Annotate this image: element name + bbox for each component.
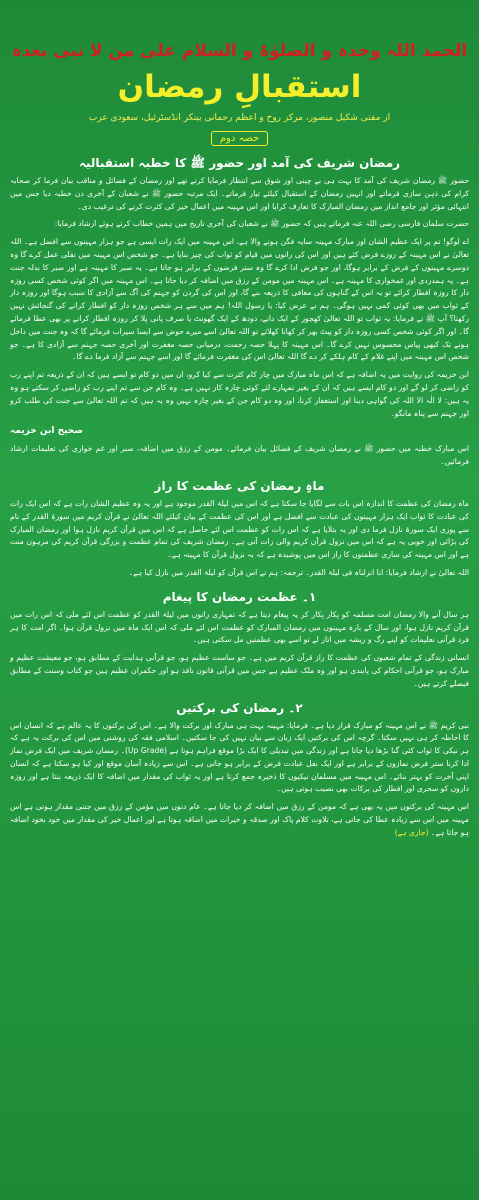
author-byline: از مفتی شکیل منصور، مرکز روح و اعظم رحمانی بینکر انڈسٹرئیل، سعودی عرب: [88, 113, 391, 123]
paragraph: حضور ﷺ رمضان شریف کی آمد کا بہت ہی بے چینی اور شوق سے انتظار فرمایا کرتے تھے اور رمضان کے فضائل و مناقب بیان فرما کر صحابہ کرام کی ذہن سازی فرماتے اور انہیں رمضان کے استقبال کیلئے تیار فرماتے۔ ایک مرتبہ حضور ﷺ نے شعبان کے آخری دن خطبہ دیا جس میں انتہائی مؤثر اور جامع انداز میں رمضان المبارک کا تعارف کرایا اور اس مہینہ میں اعمال خیر کی کثرت کرنے کی ترغیب دی۔: [10, 176, 469, 211]
paragraph: [10, 801, 469, 839]
paragraph: اللہ تعالیٰ نے ارشاد فرمایا: انا انزلناہ فی لیلۃ القدر۔ ترجمہ: ہم نے اس قرآن کو لیلۃ القدر میں نازل کیا ہے۔: [128, 567, 469, 577]
paragraph: حضرت سلمان فارسی رضی اللہ عنہ فرماتے ہیں کہ حضور ﷺ نے شعبان کی آخری تاریخ میں ہمیں خطاب کرتے ہوئے ارشاد فرمایا:: [54, 219, 469, 229]
paragraph: ماہ رمضان کی عظمت کا اندازہ اس بات سے لگایا جا سکتا ہے کہ اس میں لیلۃ القدر موجود ہے اور یہ وہ عظیم الشان رات ہے کہ اس ایک رات کی عبادت کا ثواب ایک ہزار مہینوں کی عبادت سے افضل ہے اور اس کی عظمت کے بیان کیلئے اللہ تعالیٰ نے قرآن کریم میں سورۃ القدر کے نام سے پوری ایک سورۃ نازل فرما دی اور یہ بتلایا ہے کہ اس رات کو عظمت اس لئے حاصل ہے کہ اس میں قرآن کریم نازل ہوا اور رمضان المبارک کی بڑائی اور خوبی یہ ہے کہ اس میں نزول قرآن کریم والی رات آتی ہے۔ رمضان شریف کی تمام عظمت و بزرگی قرآن کریم کی مرہون منت ہے اور اس مہینہ کی ساری عظمتوں کا راز اس میں پوشیدہ ہے کہ یہ نزول قرآن کا مہینہ ہے۔: [10, 498, 469, 560]
part-label-text: حصہ دوم: [211, 131, 268, 146]
paragraph: ابن خزیمہ کی روایت میں یہ اضافہ ہے کہ اس ماہ مبارک میں چار کام کثرت سے کیا کرو، ان میں دو کام تو ایسے ہیں کہ ان کے ذریعہ تم اپنے رب کو راضی کر لو گے اور دو کام ایسے ہیں کہ ان کے بغیر تمہارے لئے کوئی چارہ کار نہیں ہے۔ وہ کام جن سے تم اپنے رب کو راضی کر سکتے ہو وہ یہ ہیں: لا الٰہ الا اللہ کی گواہی دینا اور استغفار کرنا، اور وہ دو کام جن کے بغیر چارہ نہیں وہ یہ ہیں کہ تم اللہ تعالیٰ سے جنت کی طلب کرو اور جہنم سے پناہ مانگو۔: [10, 370, 469, 418]
bismillah-header: الحمد اللہ وحدہ و الصلوٰۃ و السلام علی من لا نبی بعدہ: [11, 41, 468, 61]
continued-label: (جاری ہے): [394, 827, 429, 837]
hadith-source: [10, 425, 469, 438]
paragraph-text: اس مہینہ کی برکتوں میں یہ بھی ہے کہ مومن کے رزق میں اضافہ کر دیا جاتا ہے۔ عام دنوں میں مؤمن کے رزق میں جتنی مقدار ہوتی ہے اس مہینہ میں اس سے زیادہ عطا کی جاتی ہے، تلاوت کلام پاک اور صدقہ و خیرات میں اضافہ ہوتا ہے اور اعمال خیر کی مقدار میں خود بخود اضافہ ہو جاتا ہے۔: [10, 802, 469, 837]
paragraph: نبی کریم ﷺ نے اس مہینہ کو مبارک قرار دیا ہے۔ فرمایا: مہینہ بہت ہی مبارک اور برکت والا ہے۔ اس کی برکتوں کا یہ عالم ہے کہ انسان اس کا احاطہ کر ہی نہیں سکتا۔ گرچہ اس کی برکتیں ایک زبان سے بیان نہیں کی جا سکتیں۔ اسلامی فقہ کی روشنی میں اس کی برکت یہ ہے کہ ہر نیکی کا ثواب کئی گنا بڑھا دیا جاتا ہے اور زندگی میں تبدیلی کا ایک بڑا موقع فراہم ہوتا ہے (Up Grade)۔ رمضان شریف میں ایک فرض نماز ادا کرنا ستر فرض نمازوں کے برابر ہے اور ایک نفل عبادت فرض کے برابر ہو جاتی ہے۔ اس سے زیادہ آسان موقع اور کیا ہو سکتا ہے کہ انسان اپنی آخرت کو بہتر بنائے۔ اس مہینہ میں مسلمان نیکیوں کا ذخیرہ جمع کرتا ہے اور یہ ثواب کی مقدار میں اضافہ کا ایک ذریعہ بنتا ہے اور روزہ داروں کو سحری اور افطار کی برکات بھی نصیب ہوتی ہیں۔: [10, 720, 469, 794]
section-heading: ماہِ رمضان کی عظمت کا راز: [154, 478, 325, 493]
section-heading: ۱۔ عظمت رمضان کا پیغام: [162, 589, 317, 604]
page-title: استقبالِ رمضان: [117, 69, 362, 105]
source-name: صحیح ابن خزیمہ: [10, 426, 83, 437]
paragraph: انسانی زندگی کے تمام شعبوں کی عظمت کا راز قرآن کریم میں ہے۔ جو ساست عظیم ہو، جو قرآنی ہدایت کے مطابق ہو، جو معیشت عظیم و مبارک ہو، جو قرآنی احکام کی پابندی ہو اور وہ ملک عظیم ہے جس میں قرآنی قانون نافذ ہو اور حکمران عظیم ہیں جو کتاب وسنت کے مطابق فیصلے کرتے ہیں۔: [10, 653, 469, 688]
paragraph: اے لوگو! تم پر ایک عظیم الشان اور مبارک مہینہ سایہ فگن ہونے والا ہے، اس مہینہ میں ایک رات ایسی ہے جو ہزار مہینوں سے افضل ہے۔ اللہ تعالیٰ نے اس مہینہ کے روزے فرض کئے ہیں اور اس کی راتوں میں قیام کو ثواب کی چیز بنایا ہے۔ جو شخص اس مہینہ میں نفلی عمل کرے گا وہ دوسرے مہینوں کے فرض کے برابر ہوگا، اور جو فرض ادا کرے گا وہ ستر فرضوں کے برابر ہو جاتا ہے۔ یہ صبر کا مہینہ ہے اور صبر کا بدلہ جنت ہے۔ یہ ہمدردی اور غمخواری کا مہینہ ہے۔ اس مہینہ میں مومن کے رزق میں اضافہ کر دیا جاتا ہے۔ اس مہینہ میں اگر کوئی شخص کسی روزہ دار کا روزہ افطار کرائے تو یہ اس کے گناہوں کی معافی کا ذریعہ بنے گا، اور اس کی گردن کو جہنم کی آگ سے آزادی کا سبب ہوگا اور روزہ دار کے ثواب میں بھی کوئی کمی نہیں ہوگی۔ ہم نے عرض کیا: یا رسول اللہ! ہم میں سے ہر شخص روزہ دار کو افطار کرانے کی گنجائش نہیں رکھتا؟ آپ ﷺ نے فرمایا: یہ ثواب تو اللہ تعالیٰ کھجور کے ایک دانے، دودھ کے ایک گھونٹ یا صرف پانی پلا کر روزہ افطار کرانے پر بھی عطا فرمائے گا۔ اور اگر کوئی شخص کسی روزہ دار کو پیٹ بھر کر کھانا کھلائے تو اللہ تعالیٰ اسے میرے حوض سے ایسا سیراب فرمائے گا کہ وہ جنت میں داخل ہونے تک کبھی پیاس محسوس نہیں کرے گا۔ اس مہینہ کا پہلا حصہ رحمت، درمیانی حصہ مغفرت اور آخری حصہ جہنم سے آزادی کا ہے۔ جو شخص اس مہینہ میں اپنے غلام کے کام ہلکے کر دے گا اللہ تعالیٰ اس کی مغفرت فرمائے گا اور اسے جہنم سے آزاد فرما دے گا۔: [10, 237, 469, 362]
paragraph: ہر سال آنے والا رمضان امت مسلمہ کو پکار پکار کر یہ پیغام دیتا ہے کہ تمہاری راتوں میں لیلۃ القدر کو عظمت اس لئے ملی کہ اس رات میں قرآن کریم نازل ہوا، اور سال کے بارہ مہینوں میں رمضان المبارک کو عظمت اس لئے ملی کہ اس ایک ماہ میں نزول قرآن ہوا۔ اگر امت کا ہر فرد قرآنی تعلیمات کو اپنے رگ و ریشہ میں اتار لے تو اسے بھی عظمتیں مل سکتی ہیں۔: [10, 609, 469, 645]
section-heading: ۲۔ رمضان کی برکتیں: [176, 700, 303, 715]
section-heading: رمضان شریف کی آمد اور حضور ﷺ کا خطبہ استقبالیہ: [78, 156, 401, 170]
part-label: [10, 131, 469, 146]
paragraph: اس مبارک خطبہ میں حضور ﷺ نے رمضان شریف کے فضائل بیان فرمائے۔ مومن کے رزق میں اضافہ، صبر اور غم خواری کی تعلیمات ارشاد فرمائیں۔: [10, 444, 469, 467]
